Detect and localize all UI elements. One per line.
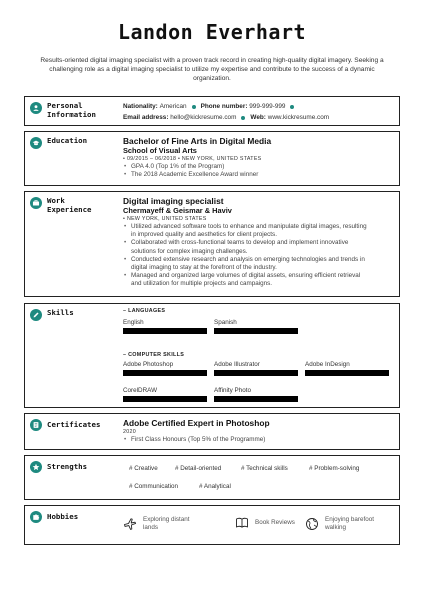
list-item: • GPA 4.0 (Top 1% of the Program) [123,163,393,171]
star-icon [30,461,42,473]
separator-dot [290,105,294,109]
section-certificates [24,413,400,450]
hobby-label: Book Reviews [255,519,295,526]
hobby-item [305,516,395,532]
skill-level-bar [123,328,207,334]
skill-item [214,387,298,402]
school-name: School of Visual Arts [123,146,197,155]
section-education [24,131,400,186]
work-location: NEW YORK, UNITED STATES [126,216,207,222]
certificate-name: Adobe Certified Expert in Photoshop [123,418,270,428]
skill-label: English [123,319,144,326]
hobby-label: Enjoying barefoot walking [325,516,375,531]
strength-tag: # Technical skills [241,465,288,472]
nationality-value: American [159,103,187,110]
phone-label: Phone number: [200,103,248,110]
hobby-item [235,516,295,530]
summary-text: Results-oriented digital imaging specialist with a proven track record in creating high-quality digital imagery. Seeking a challenging role as a digital imaging specialist to utilize my expertise and contribute to the success of a dynamic organization. [40,57,384,82]
certificate-list [123,436,393,444]
section-title: Certificates [47,420,101,429]
section-title: Strengths [47,462,88,471]
personal-row-1 [123,101,393,112]
skill-label: Adobe Photoshop [123,361,174,368]
certificate-year: 2020 [123,429,136,435]
person-icon [30,102,42,114]
email-label: Email address: [123,114,169,121]
skill-label: Affinity Photo [214,387,251,394]
list-item: • First Class Honours (Top 5% of the Programme) [123,436,393,444]
puzzle-icon [30,511,42,523]
phone-value: 999-999-999 [249,103,286,110]
skill-label: Adobe InDesign [305,361,350,368]
skill-level-bar [123,396,207,402]
section-title: Personal Information [47,101,96,119]
separator-dot [192,105,196,109]
education-list [123,163,393,179]
section-strengths [24,455,400,500]
section-title: Work Experience [47,196,92,214]
nationality-label: Nationality: [123,103,158,110]
briefcase-icon [30,197,42,209]
certificate-icon [30,419,42,431]
list-item: • The 2018 Academic Excellence Award winner [123,171,393,179]
skill-level-bar [214,396,298,402]
section-title: Education [47,136,88,145]
book-icon [235,516,249,530]
section-work-experience [24,191,400,297]
work-list [123,223,367,289]
list-item: • Managed and organized large volumes of digital assets, ensuring efficient retrieval and utilization for multiple projects and campaigns. [123,272,367,288]
skill-level-bar [214,328,298,334]
skill-item [123,387,207,402]
strength-tag: # Communication [129,483,178,490]
job-position: Digital imaging specialist [123,196,224,206]
section-title: Hobbies [47,512,79,521]
skill-item [123,319,207,334]
email-value[interactable]: hello@kickresume.com [170,114,237,121]
personal-row-2 [123,112,393,123]
skill-item [123,361,207,376]
skill-level-bar [305,370,389,376]
skill-label: Spanish [214,319,237,326]
hobby-item [123,516,213,532]
work-meta: • NEW YORK, UNITED STATES [123,216,207,222]
hobby-label: Exploring distant lands [143,516,190,531]
skill-level-bar [123,370,207,376]
list-item: • Conducted extensive research and analysis on emerging technologies and trends in digital imaging to stay at the forefront of the industry. [123,256,367,272]
strength-tag: # Analytical [199,483,231,490]
section-personal-information [24,96,400,126]
languages-heading: – LANGUAGES [123,308,166,314]
airplane-icon [123,517,137,531]
graduation-cap-icon [30,137,42,149]
skill-item [305,361,389,376]
skill-item [214,361,298,376]
skill-level-bar [214,370,298,376]
education-meta: • 09/2015 – 06/2018 • NEW YORK, UNITED STATES [123,156,262,162]
degree-title: Bachelor of Fine Arts in Digital Media [123,136,272,146]
computer-skills-heading: – COMPUTER SKILLS [123,352,185,358]
globe-icon [305,517,319,531]
web-value[interactable]: www.kickresume.com [267,114,330,121]
strength-tag: # Detail-oriented [175,465,222,472]
strength-tag: # Problem-solving [309,465,360,472]
candidate-name: Landon Everhart [117,20,307,44]
skill-label: Adobe Illustrator [214,361,260,368]
section-skills [24,303,400,408]
section-title: Skills [47,308,74,317]
separator-dot [241,116,245,120]
pencil-icon [30,309,42,321]
list-item: • Utilized advanced software tools to enhance and manipulate digital images, resulting in improved quality and aesthetics for client projects. [123,223,367,239]
education-dates-location: 09/2015 – 06/2018 • NEW YORK, UNITED STATES [126,156,262,162]
web-label: Web: [250,114,266,121]
skill-item [214,319,298,334]
strength-tag: # Creative [129,465,158,472]
skill-label: CorelDRAW [123,387,158,394]
section-hobbies [24,505,400,545]
list-item: • Collaborated with cross-functional teams to develop and implement innovative solutions for complex imaging challenges. [123,239,367,255]
company-name: Chermayeff & Geismar & Haviv [123,206,232,215]
